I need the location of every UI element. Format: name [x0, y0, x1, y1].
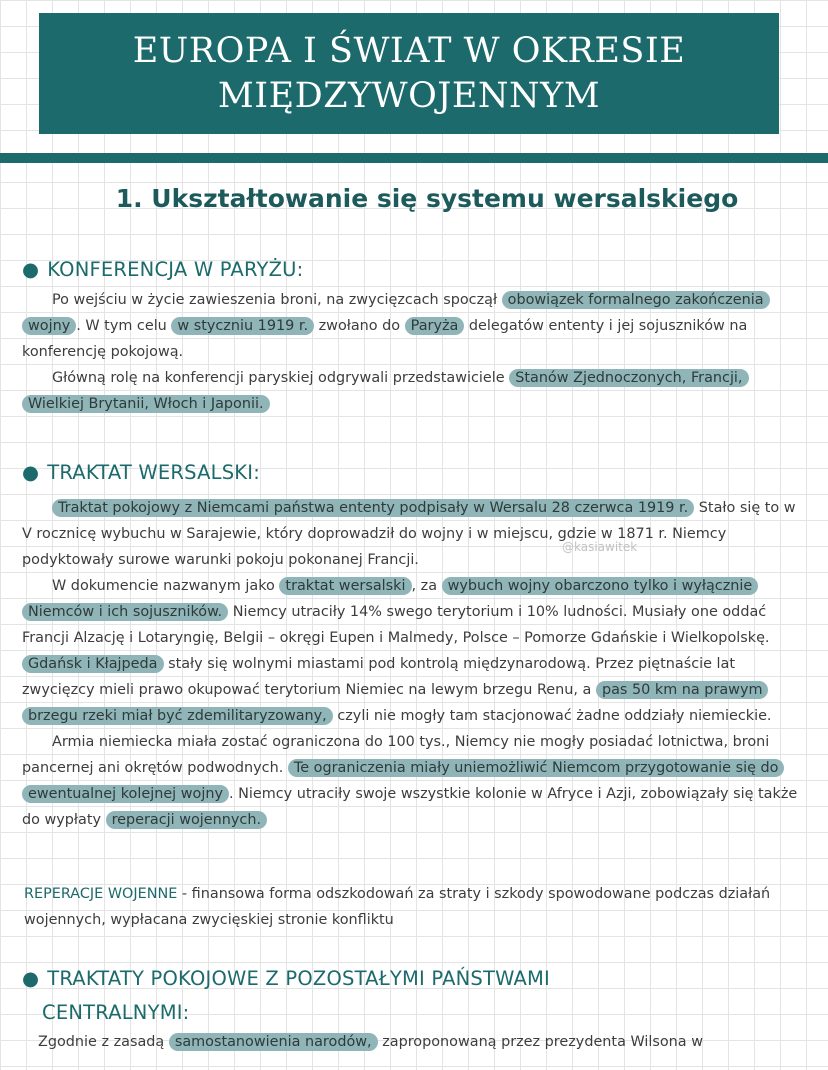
highlight-text: reperacji wojennych. — [106, 811, 267, 829]
text-run: Po wejściu w życie zawieszenia broni, na zwycięzcach spoczął — [52, 292, 502, 308]
highlight-text: w styczniu 1919 r. — [171, 317, 314, 335]
heading-traktaty-line-2: CENTRALNYMI: — [42, 1001, 190, 1024]
header-divider — [0, 153, 828, 163]
text-run: zwołano do — [314, 318, 405, 334]
text-run: . W tym celu — [76, 318, 172, 334]
text-run: stały się wolnymi miastami pod kontrolą międzynarodową. Przez piętnaście lat zwycięzcy mieli prawo okupować terytorium Niemiec na lewym brzegu Renu, a — [22, 656, 735, 698]
heading-konferencja-label: KONFERENCJA W PARYŻU: — [47, 258, 304, 281]
highlight-text: Traktat pokojowy z Niemcami państwa ententy podpisały w Wersalu 28 czerwca 1919 r. — [52, 499, 694, 517]
text-run: Zgodnie z zasadą — [38, 1034, 169, 1050]
definition-term: REPERACJE WOJENNE — [24, 886, 178, 902]
bullet-icon: ● — [22, 258, 40, 281]
text-run: . Niemcy utraciły swoje wszystkie kolonie w Afryce i Azji, zobowiązały się także do wypłaty — [22, 786, 798, 828]
paragraph-konferencja — [22, 287, 800, 417]
text-run: Główną rolę na konferencji paryskiej odgrywali przedstawiciele — [52, 370, 510, 386]
text-run: Niemcy utraciły 14% swego terytorium i 10% ludności. Musiały one oddać Francji Alzację i Lotaryngię, Belgii – okręgi Eupen i Malmedy, Polsce – Pomorze Gdańskie i Wielkopolskę. — [22, 604, 770, 646]
text-run: W dokumencie nazwanym jako — [52, 578, 280, 594]
highlight-text: obowiązek formalnego zakończenia wojny — [22, 291, 770, 335]
highlight-text: pas 50 km na prawym brzegu rzeki miał być zdemilitaryzowany, — [22, 681, 768, 725]
heading-traktaty-line-1: TRAKTATY POKOJOWE Z POZOSTAŁYMI PAŃSTWAMI — [47, 967, 551, 990]
text-run: Stało się to w V rocznicę wybuchu w Sarajewie, który doprowadził do wojny i w miejscu, gdzie w 1871 r. Niemcy podyktowały surowe warunki pokoju pokonanej Francji. — [22, 500, 796, 568]
highlight-text: samostanowienia narodów, — [169, 1033, 378, 1051]
highlight-text: Stanów Zjednoczonych, Francji, Wielkiej Brytanii, Włoch i Japonii. — [22, 369, 749, 413]
paragraph-traktaty — [22, 1029, 800, 1055]
highlight-text: traktat wersalski — [279, 577, 411, 595]
heading-traktaty — [22, 962, 550, 1030]
heading-konferencja — [22, 253, 303, 287]
text-run: delegatów ententy i jej sojuszników na konferencję pokojową. — [22, 318, 748, 360]
watermark: @kasiawitek — [562, 540, 638, 554]
highlight-text: Paryża — [405, 317, 465, 335]
bullet-icon: ● — [22, 461, 40, 484]
text-run: Armia niemiecka miała zostać ograniczona do 100 tys., Niemcy nie mogły posiadać lotnictwa, broni pancernej ani okrętów podwodnych. — [22, 734, 770, 776]
bullet-icon: ● — [22, 967, 40, 990]
page-title-banner — [39, 13, 779, 134]
definition-text: - finansowa forma odszkodowań za straty i szkody spowodowane podczas działań wojennych, wypłacana zwycięskiej stronie konfliktu — [24, 886, 771, 928]
heading-traktat-label: TRAKTAT WERSALSKI: — [47, 461, 261, 484]
heading-traktat — [22, 456, 260, 490]
text-run: czyli nie mogły tam stacjonować żadne oddziały niemieckie. — [332, 708, 772, 724]
paragraph-traktat — [22, 495, 800, 833]
highlight-text: Gdańsk i Kłajpeda — [22, 655, 164, 673]
page-title-line-2: MIĘDZYWOJENNYM — [217, 75, 601, 116]
highlight-text: wybuch wojny obarczono tylko i wyłącznie Niemców i ich sojuszników. — [22, 577, 758, 621]
text-run: zaproponowaną przez prezydenta Wilsona w — [377, 1034, 703, 1050]
highlight-text: Te ograniczenia miały uniemożliwić Niemcom przygotowanie się do ewentualnej kolejnej wojny — [22, 759, 784, 803]
text-run: , za — [411, 578, 442, 594]
definition-reperacje — [24, 881, 794, 933]
page-title-line-1: EUROPA I ŚWIAT W OKRESIE — [132, 30, 686, 71]
section-title: 1. Ukształtowanie się systemu wersalskiego — [115, 184, 739, 213]
